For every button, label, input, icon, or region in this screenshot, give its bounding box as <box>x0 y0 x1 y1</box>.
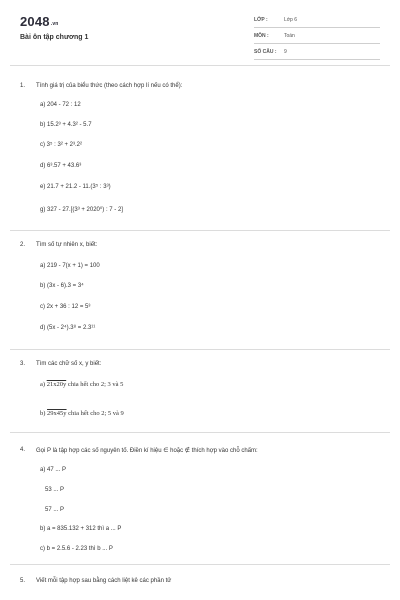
overlined-number: 21x20y <box>46 381 67 388</box>
question-item: a) 204 - 72 : 12 <box>40 102 81 108</box>
question-number: 1. <box>20 83 26 89</box>
question-item: c) b = 2.5.6 - 2.23 thì b ... P <box>40 546 113 552</box>
question-item: c) 2x + 36 : 12 = 5³ <box>40 304 91 310</box>
question-item: a) 21x20y chia hết cho 2; 3 và 5 <box>40 381 124 388</box>
question-item: g) 327 - 27.[(3³ + 2020⁰) : 7 - 2] <box>40 207 123 213</box>
divider <box>10 349 390 350</box>
meta-row-subject <box>254 30 380 44</box>
question-item: b) (3x - 6).3 = 3⁴ <box>40 283 84 289</box>
meta-label: MÔN : <box>254 33 269 39</box>
meta-row-class <box>254 14 380 28</box>
question-item: b) 29x45y chia hết cho 2; 5 và 9 <box>40 410 124 417</box>
question-text: Tính giá trị của biểu thức (theo cách hợp lí nếu có thể): <box>36 83 183 89</box>
site-logo[interactable]: 2048.vn <box>20 14 59 29</box>
meta-value: 9 <box>284 49 287 55</box>
question-item: d) (5x - 2⁴).3⁸ = 2.3¹¹ <box>40 325 96 331</box>
divider <box>10 432 390 433</box>
meta-table <box>254 14 380 62</box>
document-title: Bài ôn tập chương 1 <box>20 34 89 41</box>
question-number: 4. <box>20 447 26 453</box>
question-text: Viết mỗi tập hợp sau bằng cách liệt kê các phần tử <box>36 578 172 584</box>
question-number: 2. <box>20 242 26 248</box>
question-item: c) 3⁵ : 3² + 2³.2² <box>40 142 82 148</box>
divider <box>10 230 390 231</box>
question-item: e) 21.7 + 21.2 - 11.(3⁵ : 3³) <box>40 184 111 190</box>
meta-row-question-count <box>254 46 380 60</box>
meta-value: Lớp 6 <box>284 17 298 23</box>
question-text: Gọi P là tập hợp các số nguyên tố. Điền kí hiệu ∈ hoặc ∉ thích hợp vào chỗ chấm: <box>36 448 258 454</box>
overlined-number: 29x45y <box>47 410 67 417</box>
question-text: Tìm các chữ số x, y biết: <box>36 361 102 367</box>
meta-value: Toán <box>284 33 295 39</box>
question-item: a) 219 - 7(x + 1) = 100 <box>40 263 100 269</box>
meta-label: SỐ CÂU : <box>254 49 277 55</box>
question-number: 5. <box>20 578 26 584</box>
divider <box>10 564 390 565</box>
meta-label: LỚP : <box>254 17 268 23</box>
question-item: a) 47 ... P <box>40 467 67 473</box>
question-number: 3. <box>20 361 26 367</box>
divider <box>10 65 390 66</box>
question-item: 53 ... P <box>45 487 65 493</box>
question-item: b) a = 835.132 + 312 thì a ... P <box>40 526 122 532</box>
question-item: d) 6³.57 + 43.6³ <box>40 163 82 169</box>
question-text: Tìm số tự nhiên x, biết: <box>36 242 98 248</box>
logo-suffix: .vn <box>50 21 59 27</box>
question-item: b) 15.2³ + 4.3² - 5.7 <box>40 122 92 128</box>
document-header <box>0 0 400 62</box>
question-item: 57 ... P <box>45 507 65 513</box>
